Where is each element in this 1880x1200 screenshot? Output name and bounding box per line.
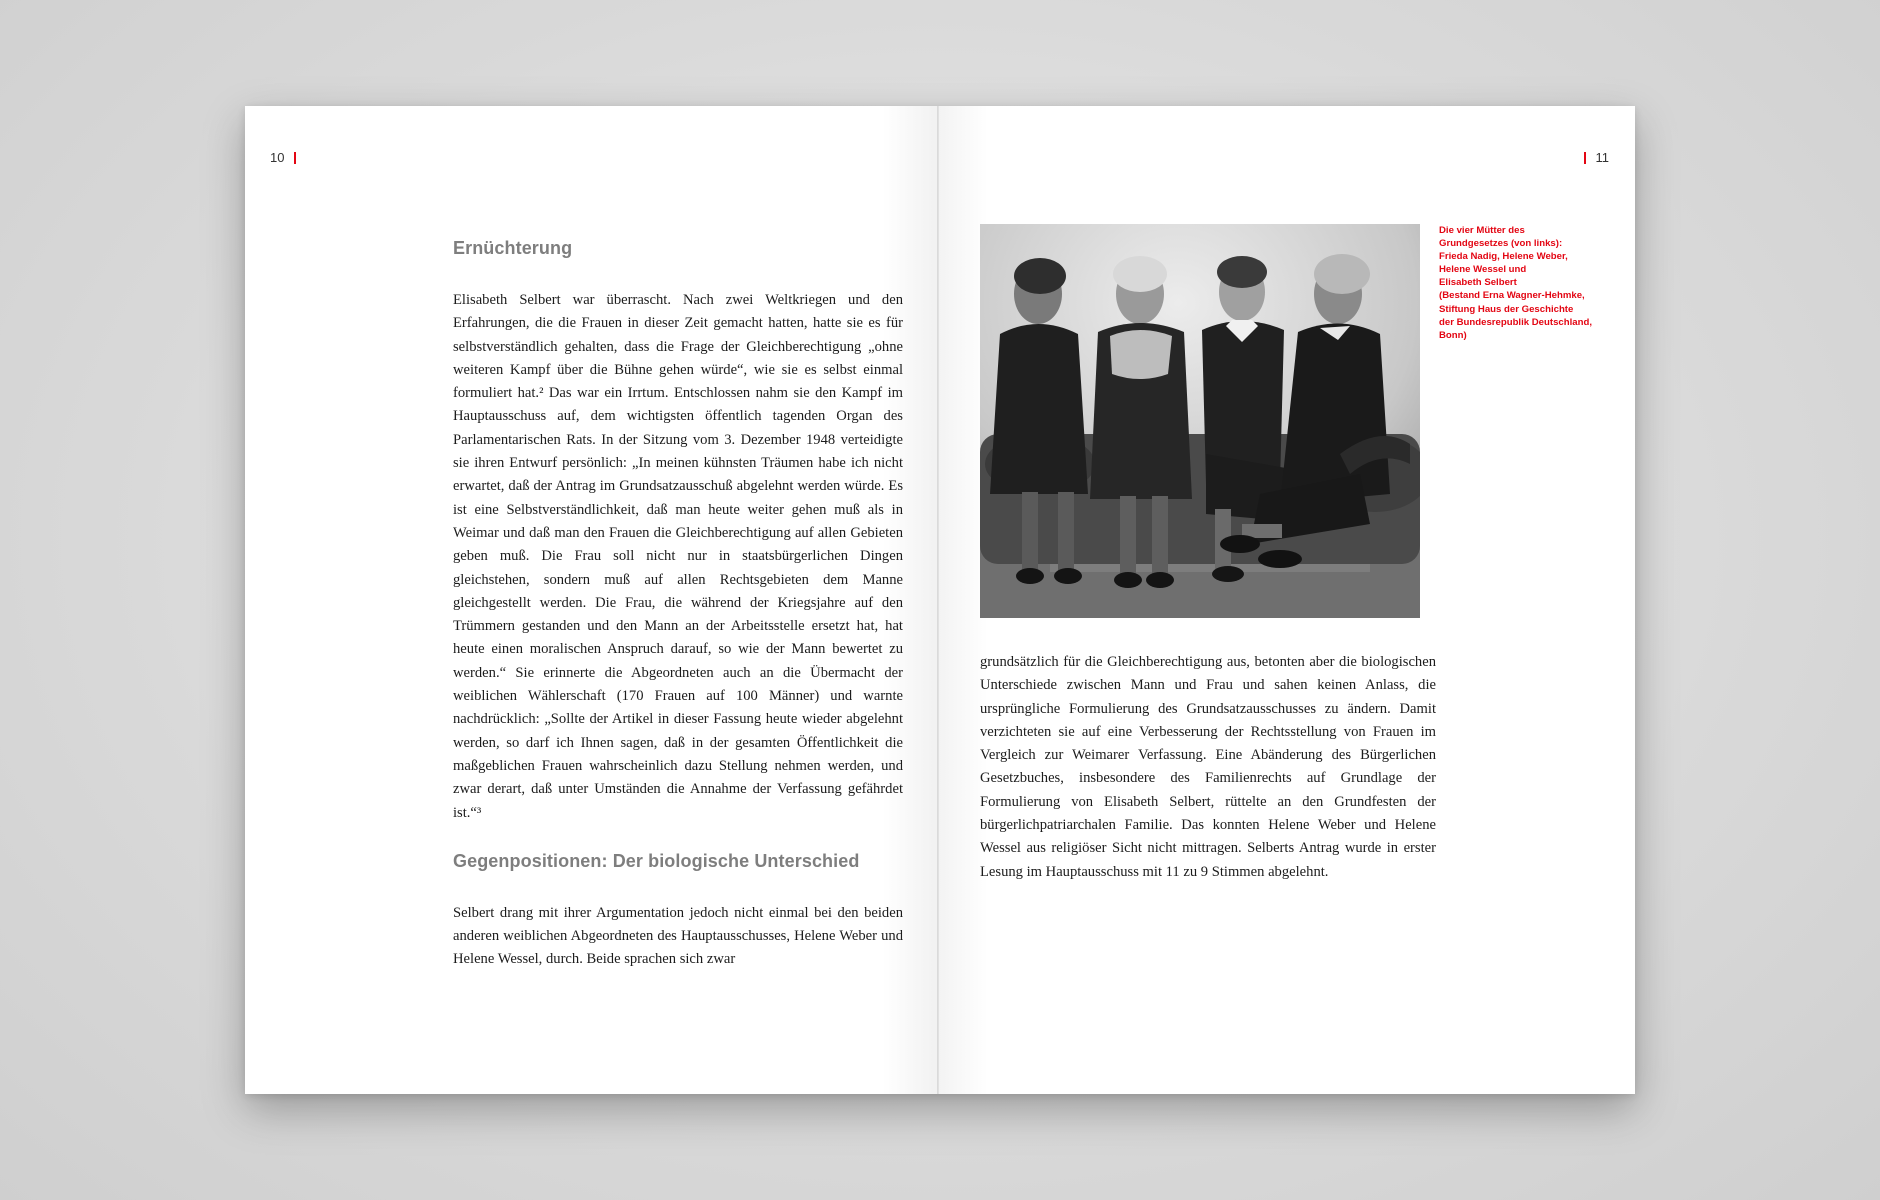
photo-caption: Die vier Mütter des Grundgesetzes (von links): Frieda Nadig, Helene Weber, Helene Wessel und Elisabeth Selbert (Bestand Erna Wagner-Hehmke, Stiftung Haus der Geschichte der Bundesrepublik Deutschland, Bonn) (1439, 225, 1592, 341)
right-text-column (980, 651, 1436, 884)
body-paragraph-3: grundsätzlich für die Gleichberechtigung aus, betonten aber die biologischen Unterschiede zwischen Mann und Frau und sahen keinen Anlass, die ursprüngliche Formulierung des Grundsatzausschusses zu ändern. Damit verzichteten sie auf eine Verbesserung der Rechtsstellung von Frauen im Vergleich zur Weimarer Verfassung. Eine Abänderung des Bürgerlichen Gesetzbuches, insbesondere des Familienrechts auf Grundlage der Formulierung von Elisabeth Selbert, rüttelte an den Grundfesten der bürgerlichpatriarchalen Familie. Das konnten Helene Weber und Helene Wessel aus religiöser Sicht nicht mittragen. Selberts Antrag wurde in erster Lesung im Hauptausschuss mit 11 zu 9 Stimmen abgelehnt. (980, 654, 1436, 880)
folio-red-bar-right (1584, 152, 1586, 164)
page-number-right-text: 11 (1595, 150, 1609, 165)
book-spread (245, 106, 1635, 1094)
right-page (939, 106, 1635, 1094)
folio-red-bar-left (294, 152, 296, 164)
section-heading-ernuechterung: Ernüchterung (453, 238, 573, 258)
photo-illustration (980, 224, 1420, 618)
section-heading-gegenpositionen: Gegenpositionen: Der biologische Unterschied (453, 850, 860, 871)
page-number-right (1584, 150, 1610, 165)
page-number-left (270, 150, 296, 165)
page-number-left-text: 10 (270, 150, 285, 165)
left-page (245, 106, 938, 1094)
historical-photo-four-women (980, 224, 1420, 618)
body-paragraph-1: Elisabeth Selbert war überrascht. Nach zwei Weltkriegen und den Erfahrungen, die die Frauen in dieser Zeit gemacht hatten, hatte sie es für selbstverständlich gehalten, dass die Frage der Gleichberechtigung „ohne weiteren Kampf über die Bühne gehen würde“, wie sie es selbst einmal formuliert hat.² Das war ein Irrtum. Entschlossen nahm sie den Kampf im Hauptausschuss auf, dem wichtigsten öffentlich tagenden Organ des Parlamentarischen Rats. In der Sitzung vom 3. Dezember 1948 verteidigte sie ihren Entwurf persönlich: „In meinen kühnsten Träumen habe ich nicht erwartet, daß der Antrag im Grundsatzausschuß abgelehnt werden würde. Es ist eine Selbstverständlichkeit, daß man heute weiter gehen muß als in Weimar und daß man den Frauen die Gleichberechtigung auf allen Gebieten geben muß. Die Frau soll nicht nur in staatsbürgerlichen Dingen gleichstehen, sondern muß auf allen Rechtsgebieten dem Manne gleichgestellt werden. Die Frau, die während der Kriegsjahre auf den Trümmern gestanden und den Mann an der Arbeitsstelle ersetzt hat, hat heute einen moralischen Anspruch darauf, so wie der Mann bewertet zu werden.“ Sie erinnerte die Abgeordneten auch an die Übermacht der weiblichen Wählerschaft (170 Frauen auf 100 Männer) und warnte nachdrücklich: „Sollte der Artikel in dieser Fassung heute wieder abgelehnt werden, so darf ich Ihnen sagen, daß in der gesamten Öffentlichkeit die maßgeblichen Frauen wahrscheinlich dazu Stellung nehmen werden, und zwar derart, daß unter Umständen die Annahme der Verfassung gefährdet ist.“³ (453, 292, 903, 821)
body-paragraph-2: Selbert drang mit ihrer Argumentation jedoch nicht einmal bei den beiden anderen weiblichen Abgeordneten des Hauptausschusses, Helene Weber und Helene Wessel, durch. Beide sprachen sich zwar (453, 904, 903, 968)
left-text-column (453, 238, 903, 972)
